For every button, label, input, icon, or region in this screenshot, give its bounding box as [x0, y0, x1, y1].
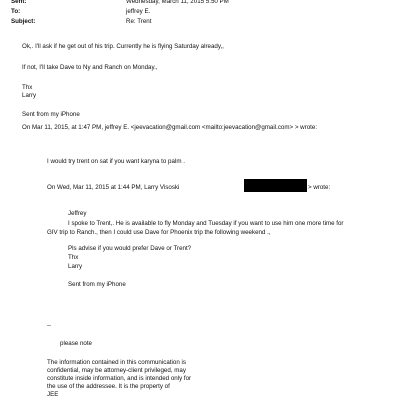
quote1-attribution: On Mar 11, 2015, at 1:47 PM, jeffrey E. <jeevacation@gmail.com <mailto:jeevacation@gmail.com> > wrote: [22, 124, 318, 131]
quote2-body-line-2: GIV trip to Ranch., then I could use Dave for Phoenix trip the following weekend ., [47, 229, 271, 236]
subject-label: Subject: [11, 18, 36, 25]
quote2-thx: Thx [68, 254, 79, 261]
disclaimer-line-4: the use of the addressee. It is the property of [47, 383, 170, 390]
quote2-sent-from: Sent from my iPhone [68, 281, 126, 288]
disclaimer-line-1: The information contained in this communication is [47, 359, 186, 366]
disclaimer-line-3: constitute inside information, and is intended only for [47, 375, 192, 382]
reply-sent-from: Sent from my iPhone [22, 111, 80, 118]
subject-value: Re: Trent [126, 18, 152, 25]
redaction-box [244, 179, 307, 192]
quote2-body-line-1: I spoke to Trent,. He is available to fly Monday and Tuesday if you want to use him one more time for [68, 220, 344, 227]
disclaimer-line-2: confidential, may be attorney-client privileged, may [47, 367, 186, 374]
quote2-attribution: On Wed, Mar 11, 2015 at 1:44 PM, Larry Visoski [47, 184, 180, 191]
reply-thx: Thx [22, 84, 33, 91]
disclaimer-line-5: JEE [47, 391, 59, 398]
reply-line-1: Ok,. I'll ask if he get out of his trip. Currently he is flying Saturday already,, [22, 43, 224, 50]
please-note: please note [60, 340, 92, 347]
to-value: jeffrey E. [126, 8, 151, 15]
signature-dashes: -- [47, 322, 52, 329]
quote2-ask: Pls advise if you would prefer Dave or Trent? [68, 245, 192, 252]
reply-signature: Larry [22, 92, 37, 99]
reply-line-2: If not, I'll take Dave to Ny and Ranch on Monday., [22, 64, 158, 71]
quote2-attribution-suffix: > wrote: [308, 184, 331, 191]
quote2-signature: Larry [68, 263, 83, 270]
to-label: To: [11, 8, 21, 15]
quote1-body: I would try trent on sat if you want karyna to palm . [47, 158, 185, 165]
quote2-greeting: Jeffrey [68, 210, 87, 217]
sent-value: Wednesday, March 11, 2015 5:50 PM [126, 0, 229, 5]
sent-label: Sent: [11, 0, 27, 5]
